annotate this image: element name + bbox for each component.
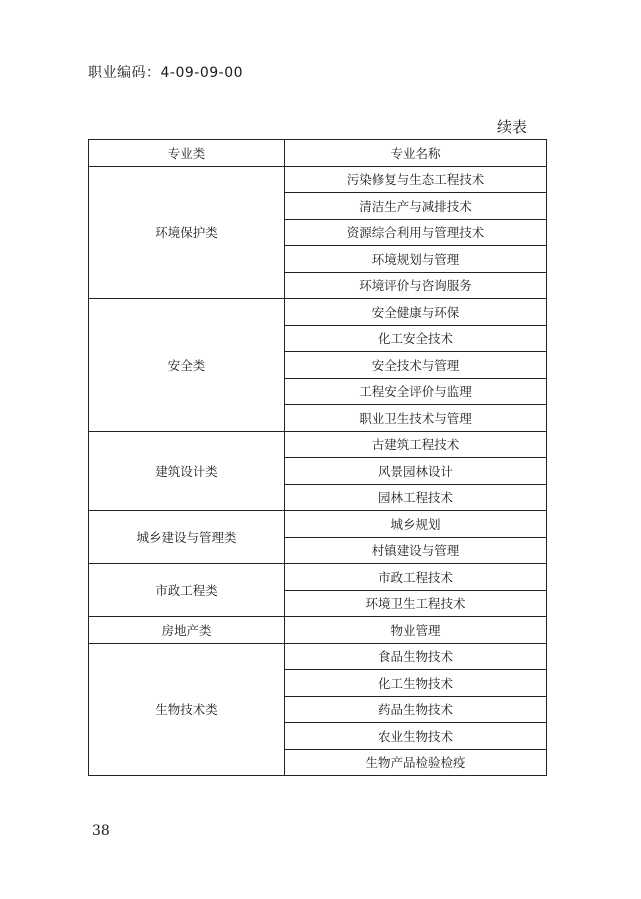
major-name-cell: 物业管理 (285, 617, 547, 644)
table-body (89, 166, 547, 776)
major-name-cell: 农业生物技术 (285, 723, 547, 750)
major-name-cell: 安全技术与管理 (285, 352, 547, 379)
major-name-cell: 园林工程技术 (285, 484, 547, 511)
table-row (89, 299, 547, 326)
major-name-cell: 安全健康与环保 (285, 299, 547, 326)
header-category: 专业类 (89, 140, 285, 167)
major-name-cell: 化工生物技术 (285, 670, 547, 697)
category-cell: 生物技术类 (89, 643, 285, 776)
major-name-cell: 环境卫生工程技术 (285, 590, 547, 617)
major-name-cell: 职业卫生技术与管理 (285, 405, 547, 432)
major-name-cell: 古建筑工程技术 (285, 431, 547, 458)
major-name-cell: 工程安全评价与监理 (285, 378, 547, 405)
majors-table (88, 139, 547, 776)
table-row (89, 511, 547, 538)
major-name-cell: 城乡规划 (285, 511, 547, 538)
major-name-cell: 生物产品检验检疫 (285, 749, 547, 776)
major-name-cell: 污染修复与生态工程技术 (285, 166, 547, 193)
category-cell: 建筑设计类 (89, 431, 285, 511)
major-name-cell: 化工安全技术 (285, 325, 547, 352)
major-name-cell: 食品生物技术 (285, 643, 547, 670)
category-cell: 环境保护类 (89, 166, 285, 299)
category-cell: 安全类 (89, 299, 285, 432)
table-row (89, 431, 547, 458)
category-cell: 城乡建设与管理类 (89, 511, 285, 564)
major-name-cell: 环境规划与管理 (285, 246, 547, 273)
job-code: 职业编码：4-09-09-00 (88, 65, 244, 81)
major-name-cell: 环境评价与咨询服务 (285, 272, 547, 299)
header-major-name: 专业名称 (285, 140, 547, 167)
major-name-cell: 清洁生产与减排技术 (285, 193, 547, 220)
table-row (89, 166, 547, 193)
page-number: 38 (92, 823, 110, 839)
table-row (89, 564, 547, 591)
major-name-cell: 市政工程技术 (285, 564, 547, 591)
table-header-row (89, 140, 547, 167)
major-name-cell: 资源综合利用与管理技术 (285, 219, 547, 246)
category-cell: 房地产类 (89, 617, 285, 644)
table-row (89, 617, 547, 644)
major-name-cell: 风景园林设计 (285, 458, 547, 485)
continued-label: 续表 (497, 118, 528, 136)
major-name-cell: 药品生物技术 (285, 696, 547, 723)
table-row (89, 643, 547, 670)
major-name-cell: 村镇建设与管理 (285, 537, 547, 564)
category-cell: 市政工程类 (89, 564, 285, 617)
